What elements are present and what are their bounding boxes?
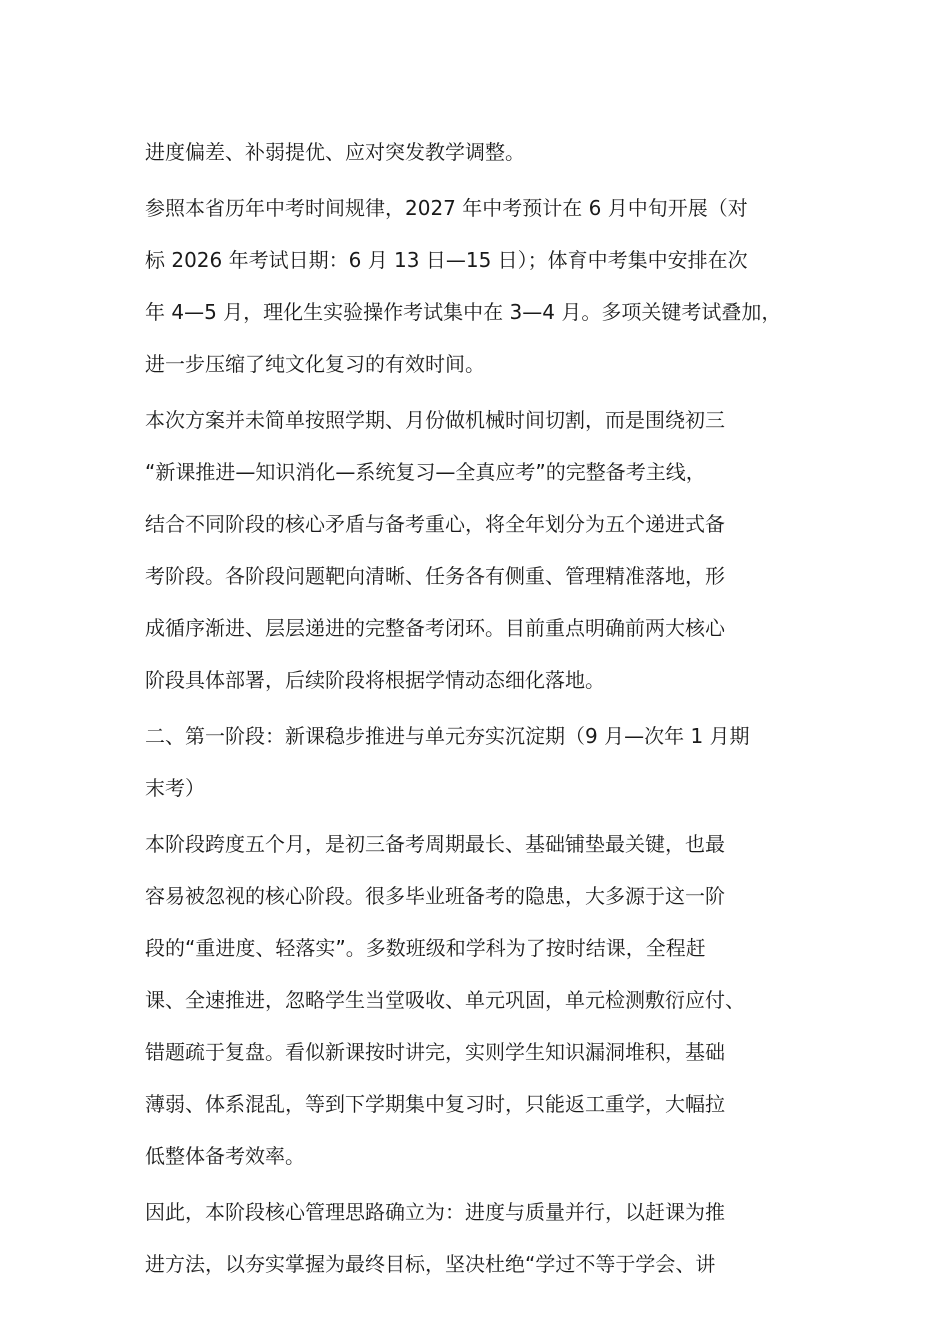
text-line: 标 2026 年考试日期：6 月 13 日—15 日）；体育中考集中安排在次 bbox=[145, 248, 748, 272]
paragraph-stage-one-analysis bbox=[145, 818, 825, 1182]
text-line: 阶段具体部署，后续阶段将根据学情动态细化落地。 bbox=[145, 668, 605, 692]
paragraph-plan-overview bbox=[145, 394, 825, 706]
text-line: 容易被忽视的核心阶段。很多毕业班备考的隐患，大多源于这一阶 bbox=[145, 884, 725, 908]
text-line: 因此，本阶段核心管理思路确立为：进度与质量并行，以赶课为推 bbox=[145, 1200, 725, 1224]
document-body bbox=[145, 126, 825, 1290]
text-line: 考阶段。各阶段问题靶向清晰、任务各有侧重、管理精准落地，形 bbox=[145, 564, 725, 588]
section-heading-stage-one bbox=[145, 710, 825, 814]
text-line: 段的“重进度、轻落实”。多数班级和学科为了按时结课，全程赶 bbox=[145, 936, 706, 960]
text-line: 结合不同阶段的核心矛盾与备考重心，将全年划分为五个递进式备 bbox=[145, 512, 725, 536]
text-line: 低整体备考效率。 bbox=[145, 1144, 305, 1168]
text-line: 本次方案并未简单按照学期、月份做机械时间切割，而是围绕初三 bbox=[145, 408, 725, 432]
heading-line: 二、第一阶段：新课稳步推进与单元夯实沉淀期（9 月—次年 1 月期 bbox=[145, 724, 750, 748]
text-line: 成循序渐进、层层递进的完整备考闭环。目前重点明确前两大核心 bbox=[145, 616, 725, 640]
text-line: 进度偏差、补弱提优、应对突发教学调整。 bbox=[145, 140, 525, 164]
text-line: 进方法，以夯实掌握为最终目标，坚决杜绝“学过不等于学会、讲 bbox=[145, 1252, 716, 1276]
paragraph-continuation bbox=[145, 126, 825, 178]
text-line: 错题疏于复盘。看似新课按时讲完，实则学生知识漏洞堆积，基础 bbox=[145, 1040, 725, 1064]
text-line: 进一步压缩了纯文化复习的有效时间。 bbox=[145, 352, 485, 376]
text-line: 本阶段跨度五个月，是初三备考周期最长、基础铺垫最关键，也最 bbox=[145, 832, 725, 856]
text-line: 课、全速推进，忽略学生当堂吸收、单元巩固，单元检测敷衍应付、 bbox=[145, 988, 745, 1012]
paragraph-exam-schedule bbox=[145, 182, 825, 390]
text-line: 年 4—5 月，理化生实验操作考试集中在 3—4 月。多项关键考试叠加， bbox=[145, 300, 782, 324]
text-line: “新课推进—知识消化—系统复习—全真应考”的完整备考主线， bbox=[145, 460, 706, 484]
text-line: 薄弱、体系混乱，等到下学期集中复习时，只能返工重学，大幅拉 bbox=[145, 1092, 725, 1116]
paragraph-management-approach bbox=[145, 1186, 825, 1290]
text-line: 参照本省历年中考时间规律，2027 年中考预计在 6 月中旬开展（对 bbox=[145, 196, 748, 220]
heading-line: 末考） bbox=[145, 776, 205, 800]
